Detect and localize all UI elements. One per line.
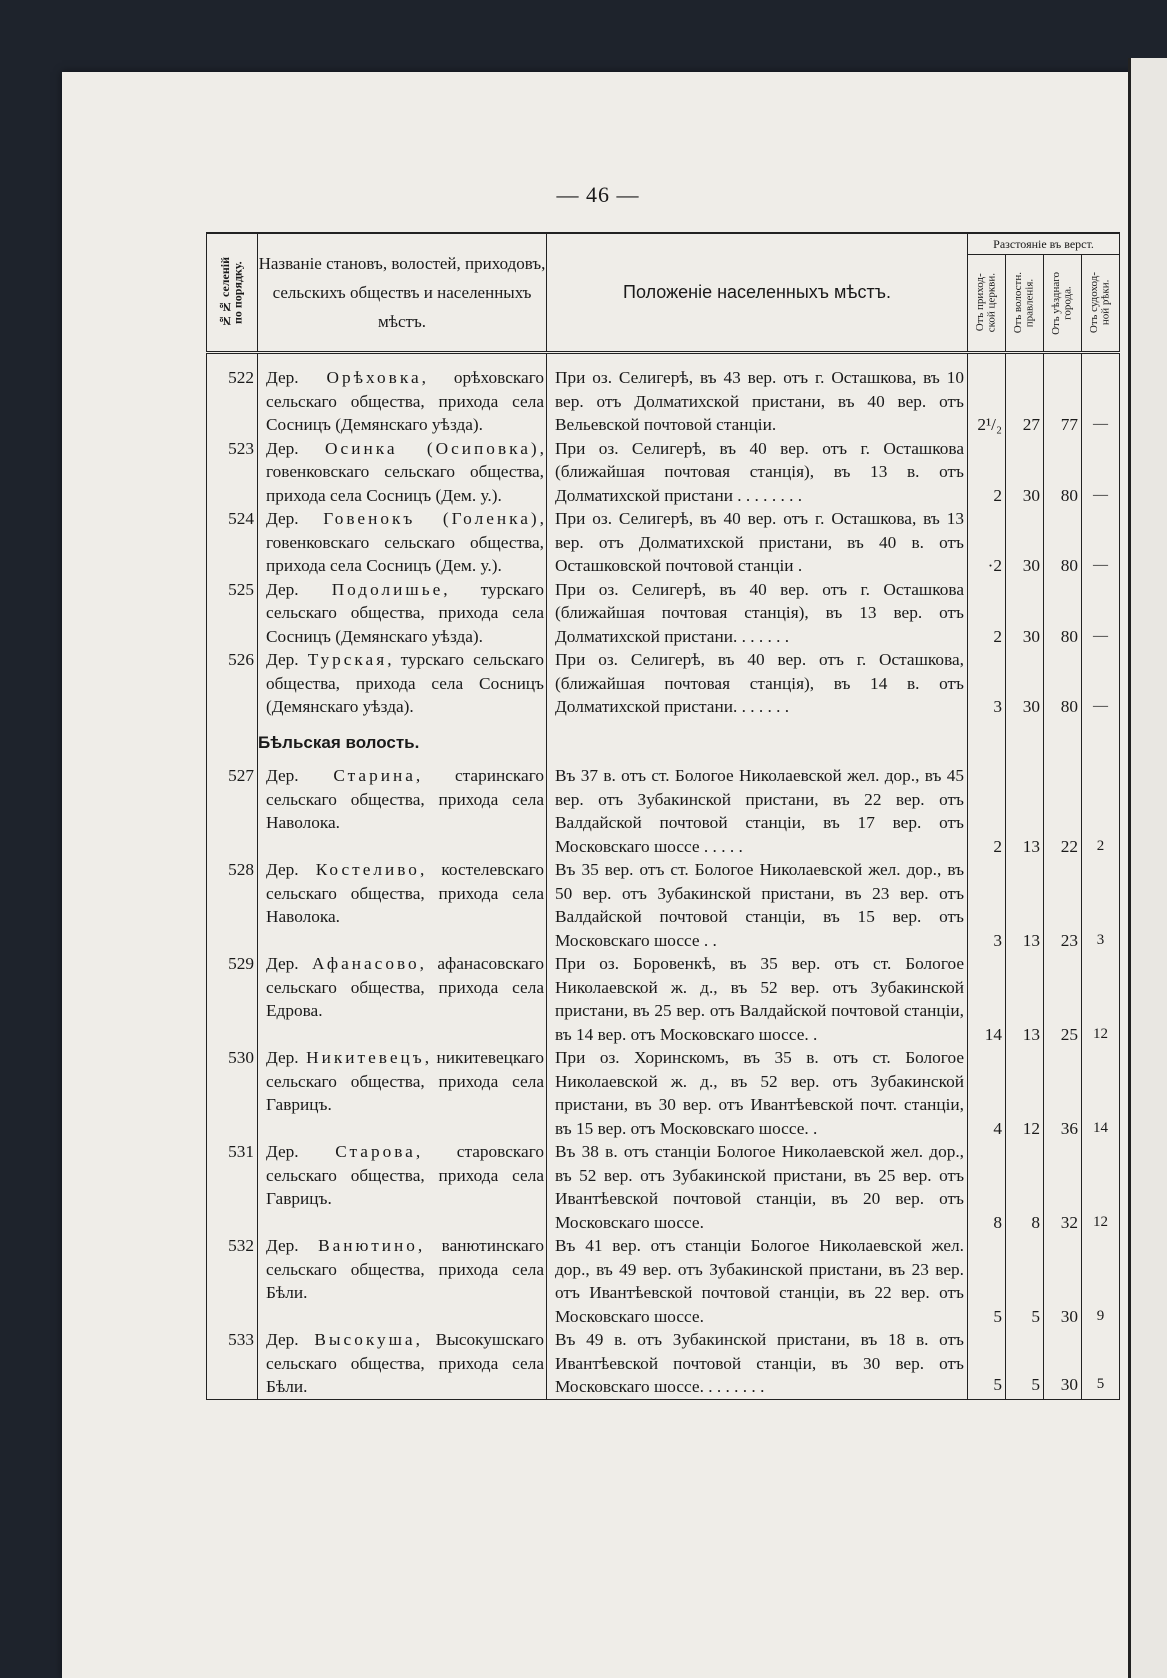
entry-position: Въ 35 вер. отъ ст. Бологое Николаевской жел. дор., въ 50 вер. отъ Зубакинской пристани, въ 23 вер. отъ Валдайской почтовой станціи, въ 15 вер. отъ Московскаго шоссе . . — [547, 858, 968, 952]
entry-number: 526 — [207, 648, 258, 719]
adjacent-page-edge — [1128, 58, 1167, 1678]
dist-river: 14 — [1082, 1046, 1120, 1140]
table-row — [207, 648, 1120, 719]
dist-town: 80 — [1044, 507, 1082, 578]
entry-number: 524 — [207, 507, 258, 578]
entry-name — [258, 437, 547, 508]
entry-name — [258, 578, 547, 649]
name-details: , старинскаго сельскаго общества, прихода села Наволока. — [266, 766, 544, 832]
entry-name — [258, 1140, 547, 1234]
dist-volost: 30 — [1006, 437, 1044, 508]
section-spacer — [207, 719, 258, 765]
name-prefix: Дер. — [266, 1236, 319, 1255]
dist-town: 23 — [1044, 858, 1082, 952]
section-row — [207, 719, 1120, 765]
name-details: , говенковскаго сельскаго общества, прихода села Сосницъ (Дем. у.). — [266, 509, 544, 575]
settlement-name: Орѣховка — [326, 368, 422, 387]
dist-church: 8 — [968, 1140, 1006, 1234]
settlement-name: Подолишье — [331, 579, 444, 599]
table-row — [207, 507, 1120, 578]
name-details: , орѣховскаго сельскаго общества, прихода села Сосницъ (Демянскаго уѣзда). — [266, 368, 544, 434]
header-position-col: Положеніе населенныхъ мѣстъ. — [547, 233, 968, 353]
dist-river: 9 — [1082, 1234, 1120, 1328]
entry-position: При оз. Селигерѣ, въ 40 вер. отъ г. Осташкова, въ 13 вер. отъ Долматихской пристани, въ 40 в. отъ Осташковской почтовой станціи . — [547, 507, 968, 578]
table-header — [207, 233, 1120, 353]
dist-river: — — [1082, 578, 1120, 649]
name-prefix: Дер. — [266, 954, 313, 973]
section-spacer — [547, 719, 968, 765]
name-prefix: Дер. — [266, 438, 326, 458]
name-prefix: Дер. — [266, 1142, 336, 1161]
dist-river: — — [1082, 353, 1120, 437]
entry-number: 527 — [207, 764, 258, 858]
dist-church: 4 — [968, 1046, 1006, 1140]
name-prefix: Дер. — [266, 766, 334, 785]
dist-volost: 8 — [1006, 1140, 1044, 1234]
dist-town: 80 — [1044, 648, 1082, 719]
dist-town: 36 — [1044, 1046, 1082, 1140]
header-dist-town: Отъ уѣзднаго города. — [1044, 255, 1082, 353]
header-dist-river: Отъ судоход- ной рѣки. — [1082, 255, 1120, 353]
name-details: , турскаго сельскаго общества, прихода села Сосницъ (Демянскаго уѣзда). — [266, 650, 545, 716]
dist-volost: 13 — [1006, 858, 1044, 952]
dist-town: 77 — [1044, 353, 1082, 437]
name-details: , турскаго сельскаго общества, прихода села Сосницъ (Демянскаго уѣзда). — [266, 579, 544, 646]
settlement-name: Осинка (Осиповка) — [325, 438, 540, 458]
entry-name — [258, 1328, 547, 1399]
dist-volost: 30 — [1006, 648, 1044, 719]
settlement-name: Никитевецъ — [306, 1048, 425, 1067]
entry-position: Въ 49 в. отъ Зубакинской пристани, въ 18 в. отъ Ивантѣевской почтовой станціи, въ 30 вер. отъ Московскаго шоссе. . . . . . . . — [547, 1328, 968, 1399]
entry-name — [258, 353, 547, 437]
dist-town: 32 — [1044, 1140, 1082, 1234]
dist-church: 2 — [968, 437, 1006, 508]
header-dist-volost: Отъ волостн. правленія. — [1006, 255, 1044, 353]
entry-number: 529 — [207, 952, 258, 1046]
name-details: , костелевскаго сельскаго общества, прихода села Наволока. — [266, 860, 545, 926]
dist-volost: 30 — [1006, 507, 1044, 578]
entry-number: 522 — [207, 353, 258, 437]
dist-volost: 30 — [1006, 578, 1044, 649]
dist-church: 5 — [968, 1328, 1006, 1399]
name-prefix: Дер. — [266, 650, 308, 669]
section-title: Бѣльская волость. — [258, 719, 547, 765]
table-row — [207, 1234, 1120, 1328]
dist-town: 25 — [1044, 952, 1082, 1046]
table-row — [207, 578, 1120, 649]
entry-position: При оз. Селигерѣ, въ 40 вер. отъ г. Осташкова, (ближайшая почтовая станція), въ 14 в. отъ Долматихской пристани. . . . . . . — [547, 648, 968, 719]
name-prefix: Дер. — [266, 1048, 307, 1067]
dist-church: 2 — [968, 578, 1006, 649]
entry-name — [258, 952, 547, 1046]
name-details: , ванютинскаго сельскаго общества, прихода села Бѣли. — [266, 1236, 544, 1302]
table-row — [207, 1140, 1120, 1234]
dist-volost: 13 — [1006, 952, 1044, 1046]
dist-church: 2 — [968, 764, 1006, 858]
settlement-name: Старина — [333, 766, 416, 785]
name-prefix: Дер. — [266, 860, 316, 879]
settlement-name: Турская — [307, 650, 388, 669]
dist-church: 5 — [968, 1234, 1006, 1328]
entry-number: 528 — [207, 858, 258, 952]
dist-town: 30 — [1044, 1328, 1082, 1399]
entry-position: При оз. Селигерѣ, въ 40 вер. отъ г. Осташкова (ближайшая почтовая станція), въ 13 вер. отъ Долматихской пристани. . . . . . . — [547, 578, 968, 649]
entry-position: При оз. Боровенкѣ, въ 35 вер. отъ ст. Бологое Николаевской ж. д., въ 52 вер. отъ Зубакинской пристани, въ 25 вер. отъ Валдайской почтовой станціи, въ 14 вер. отъ Московскаго шоссе. . — [547, 952, 968, 1046]
dist-town: 22 — [1044, 764, 1082, 858]
dist-volost: 5 — [1006, 1234, 1044, 1328]
dist-volost: 5 — [1006, 1328, 1044, 1399]
settlement-name: Ванютино — [318, 1236, 418, 1255]
entry-name — [258, 1234, 547, 1328]
entry-name — [258, 858, 547, 952]
header-name-col: Названіе становъ, волостей, приходовъ, сельскихъ обществъ и населенныхъ мѣстъ. — [258, 233, 547, 353]
dist-river: — — [1082, 648, 1120, 719]
dist-church: 3 — [968, 648, 1006, 719]
name-details: , никитевецкаго сельскаго общества, прихода села Гаврицъ. — [266, 1048, 544, 1114]
dist-river: 12 — [1082, 1140, 1120, 1234]
dist-church: 14 — [968, 952, 1006, 1046]
settlements-table — [206, 232, 1120, 1400]
table-row — [207, 952, 1120, 1046]
dist-town: 80 — [1044, 578, 1082, 649]
table-row — [207, 858, 1120, 952]
settlement-name: Говенокъ (Голенка) — [323, 509, 540, 528]
entry-position: Въ 37 в. отъ ст. Бологое Николаевской жел. дор., въ 45 вер. отъ Зубакинской пристани, въ 22 вер. отъ Валдайской почтовой станціи, въ 17 вер. отъ Московскаго шоссе . . . . . — [547, 764, 968, 858]
dist-river: 12 — [1082, 952, 1120, 1046]
dist-church: 3 — [968, 858, 1006, 952]
name-details: , старовскаго сельскаго общества, прихода села Гаврицъ. — [266, 1142, 544, 1208]
table-row — [207, 437, 1120, 508]
entry-position: Въ 38 в. отъ станціи Бологое Николаевской жел. дор., въ 52 вер. отъ Зубакинской пристани, въ 25 вер. отъ Ивантѣевской почтовой станціи, въ 20 вер. отъ Московскаго шоссе. — [547, 1140, 968, 1234]
header-num-col: №№ селеній по порядку. — [207, 233, 258, 353]
settlement-name: Афанасово — [312, 954, 420, 973]
dist-river: — — [1082, 437, 1120, 508]
dist-town: 30 — [1044, 1234, 1082, 1328]
section-spacer — [1082, 719, 1120, 765]
dist-volost: 27 — [1006, 353, 1044, 437]
table-row — [207, 1328, 1120, 1399]
dist-church: ·2 — [968, 507, 1006, 578]
dist-volost: 13 — [1006, 764, 1044, 858]
table-body — [207, 353, 1120, 1400]
settlement-name: Старова — [335, 1142, 416, 1161]
dist-volost: 12 — [1006, 1046, 1044, 1140]
name-prefix: Дер. — [266, 1330, 315, 1349]
settlement-name: Высокуша — [314, 1330, 416, 1349]
name-prefix: Дер. — [266, 368, 327, 387]
entry-name — [258, 648, 547, 719]
entry-number: 531 — [207, 1140, 258, 1234]
name-details: , говенковскаго сельскаго общества, прихода села Сосницъ (Дем. у.). — [266, 438, 544, 505]
document-page — [62, 72, 1134, 1678]
header-dist-church: Отъ приход- ской церкви. — [968, 255, 1006, 353]
table-row — [207, 1046, 1120, 1140]
entry-number: 530 — [207, 1046, 258, 1140]
section-spacer — [1044, 719, 1082, 765]
entry-position: При оз. Селигерѣ, въ 43 вер. отъ г. Осташкова, въ 10 вер. отъ Долматихской пристани, въ 40 вер. отъ Вельевской почтовой станціи. — [547, 353, 968, 437]
page-number: — 46 — — [556, 182, 640, 207]
section-spacer — [1006, 719, 1044, 765]
dist-river: — — [1082, 507, 1120, 578]
entry-position: Въ 41 вер. отъ станціи Бологое Николаевской жел. дор., въ 49 вер. отъ Зубакинской пристани, въ 23 вер. отъ Ивантѣевской почтовой станціи, въ 22 вер. отъ Московскаго шоссе. — [547, 1234, 968, 1328]
entry-position: При оз. Хоринскомъ, въ 35 в. отъ ст. Бологое Николаевской ж. д., въ 52 вер. отъ Зубакинской пристани, въ 30 вер. отъ Ивантѣевской почт. станціи, въ 15 вер. отъ Московскаго шоссе. . — [547, 1046, 968, 1140]
entry-position: При оз. Селигерѣ, въ 40 вер. отъ г. Осташкова (ближайшая почтовая станція), въ 13 в. отъ Долматихской пристани . . . . . . . . — [547, 437, 968, 508]
name-prefix: Дер. — [266, 509, 324, 528]
entry-number: 523 — [207, 437, 258, 508]
header-distance-group: Разстояніе въ верст. — [968, 233, 1120, 255]
entry-name — [258, 1046, 547, 1140]
dist-river: 5 — [1082, 1328, 1120, 1399]
entry-number: 532 — [207, 1234, 258, 1328]
entry-number: 525 — [207, 578, 258, 649]
section-spacer — [968, 719, 1006, 765]
dist-river: 3 — [1082, 858, 1120, 952]
name-prefix: Дер. — [266, 579, 332, 599]
entry-name — [258, 764, 547, 858]
table-row — [207, 353, 1120, 437]
table-row — [207, 764, 1120, 858]
settlement-name: Костеливо — [315, 860, 420, 879]
dist-church: 2¹/₂ — [968, 353, 1006, 437]
dist-town: 80 — [1044, 437, 1082, 508]
entry-number: 533 — [207, 1328, 258, 1399]
entry-name — [258, 507, 547, 578]
dist-river: 2 — [1082, 764, 1120, 858]
name-details: , афанасовскаго сельскаго общества, прихода села Едрова. — [266, 954, 544, 1020]
name-details: , Высокушскаго сельскаго общества, прихода села Бѣли. — [266, 1330, 544, 1396]
